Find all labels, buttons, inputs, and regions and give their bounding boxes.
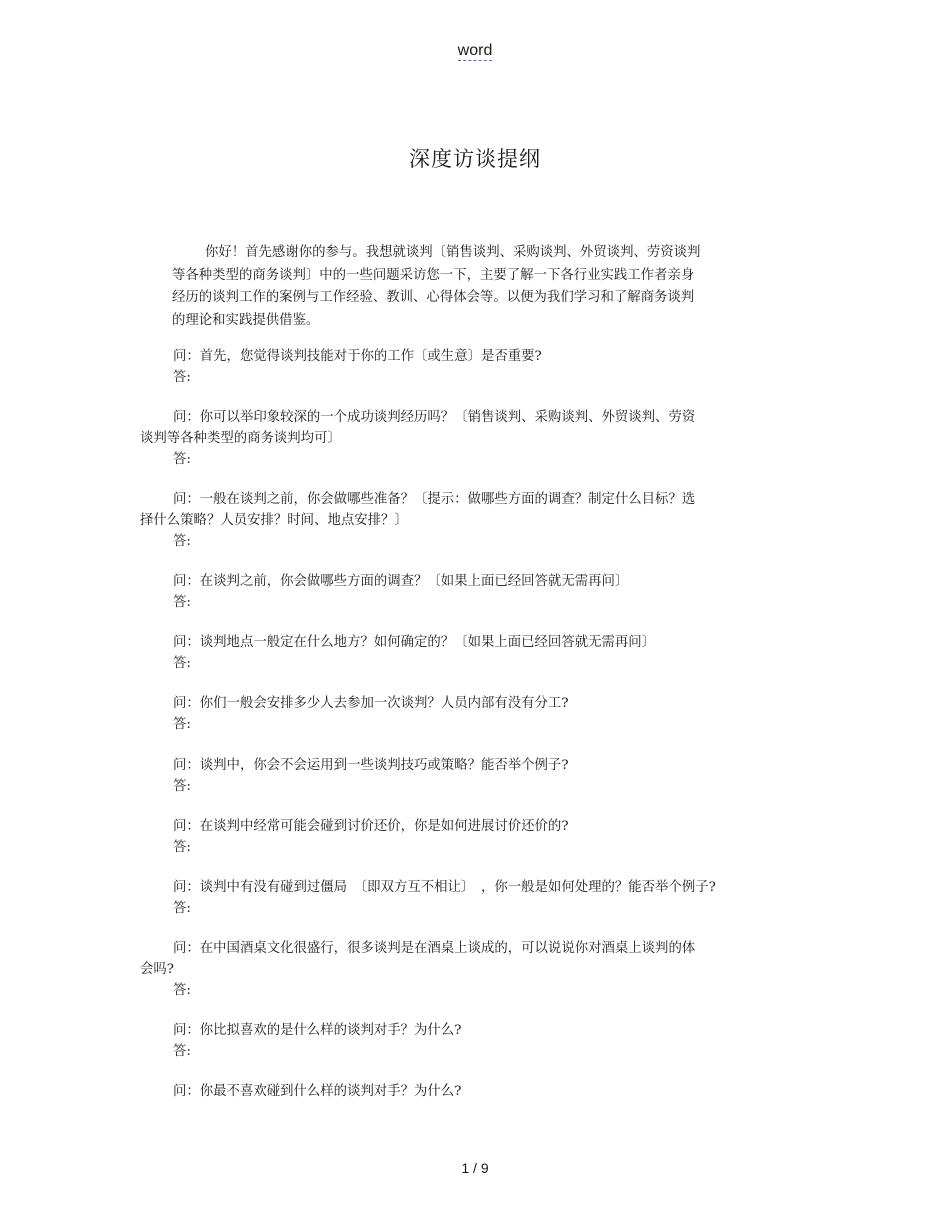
question-text: 问：谈判中有没有碰到过僵局 〔即双方互不相让〕 ，你一般是如何处理的？能否举个例子?	[173, 880, 716, 895]
page-number: 1 / 9	[461, 1160, 489, 1176]
question	[0, 755, 950, 776]
document-title: 深度访谈提纲	[409, 147, 541, 171]
intro-line: 的理论和实践提供借鉴。	[172, 313, 320, 329]
qa-block	[0, 1020, 950, 1062]
question	[0, 407, 950, 449]
question-text: 问：在中国酒桌文化很盛行，很多谈判是在酒桌上谈成的，可以说说你对酒桌上谈判的体	[173, 941, 696, 956]
intro-line: 等各种类型的商务谈判〕中的一些问题采访您一下，主要了解一下各行业实践工作者亲身	[172, 267, 695, 283]
question-text: 问：你们一般会安排多少人去参加一次谈判？人员内部有没有分工?	[173, 696, 569, 711]
answer-label: 答:	[173, 534, 191, 549]
question	[0, 1081, 950, 1102]
question-text: 问：首先，您觉得谈判技能对于你的工作〔或生意〕是否重要?	[173, 349, 542, 364]
question	[0, 816, 950, 837]
question-text: 问：谈判地点一般定在什么地方？如何确定的？〔如果上面已经回答就无需再问〕	[173, 635, 656, 650]
qa-block	[0, 571, 950, 613]
intro-line: 经历的谈判工作的案例与工作经验、教训、心得体会等。以便为我们学习和了解商务谈判	[172, 290, 695, 306]
question-text: 问：在谈判之前，你会做哪些方面的调查？〔如果上面已经回答就无需再问〕	[173, 574, 629, 589]
qa-block	[0, 1081, 950, 1102]
answer-label: 答:	[173, 717, 191, 732]
question-text: 问：你比拟喜欢的是什么样的谈判对手？为什么?	[173, 1023, 462, 1038]
question-text-continued: 谈判等各种类型的商务谈判均可〕	[140, 431, 341, 446]
question-text-continued: 会吗?	[140, 962, 174, 977]
qa-block	[0, 346, 950, 388]
question-text: 问：你最不喜欢碰到什么样的谈判对手？为什么?	[173, 1084, 462, 1099]
question	[0, 571, 950, 592]
question-text: 问：你可以举印象较深的一个成功谈判经历吗？〔销售谈判、采购谈判、外贸谈判、劳资	[173, 410, 696, 425]
question-text: 问：在谈判中经常可能会碰到讨价还价，你是如何进展讨价还价的?	[173, 819, 569, 834]
answer-label: 答:	[173, 1044, 191, 1059]
qa-block	[0, 877, 950, 919]
question-text: 问：谈判中，你会不会运用到一些谈判技巧或策略？能否举个例子?	[173, 758, 569, 773]
qa-block	[0, 693, 950, 735]
answer-label: 答:	[173, 595, 191, 610]
answer-label: 答:	[173, 983, 191, 998]
question	[0, 1020, 950, 1041]
qa-block	[0, 755, 950, 797]
qa-block	[0, 407, 950, 470]
question-text-continued: 择什么策略？人员安排？时间、地点安排？〕	[140, 513, 408, 528]
answer-label: 答:	[173, 840, 191, 855]
header-word-label: word	[457, 42, 493, 59]
answer-label: 答:	[173, 370, 191, 385]
question-text: 问：一般在谈判之前，你会做哪些准备？〔提示：做哪些方面的调查？制定什么目标？选	[173, 492, 696, 507]
question	[0, 489, 950, 531]
question	[0, 877, 950, 898]
qa-block	[0, 632, 950, 674]
answer-label: 答:	[173, 452, 191, 467]
intro-line: 你好！首先感谢你的参与。我想就谈判〔销售谈判、采购谈判、外贸谈判、劳资谈判	[205, 245, 701, 260]
question	[0, 938, 950, 980]
question	[0, 346, 950, 367]
page-header	[0, 42, 950, 60]
answer-label: 答:	[173, 901, 191, 916]
question	[0, 632, 950, 653]
intro-paragraph	[172, 242, 757, 333]
qa-block	[0, 938, 950, 1001]
answer-label: 答:	[173, 656, 191, 671]
qa-block	[0, 489, 950, 552]
answer-label: 答:	[173, 779, 191, 794]
question	[0, 693, 950, 714]
qa-block	[0, 816, 950, 858]
